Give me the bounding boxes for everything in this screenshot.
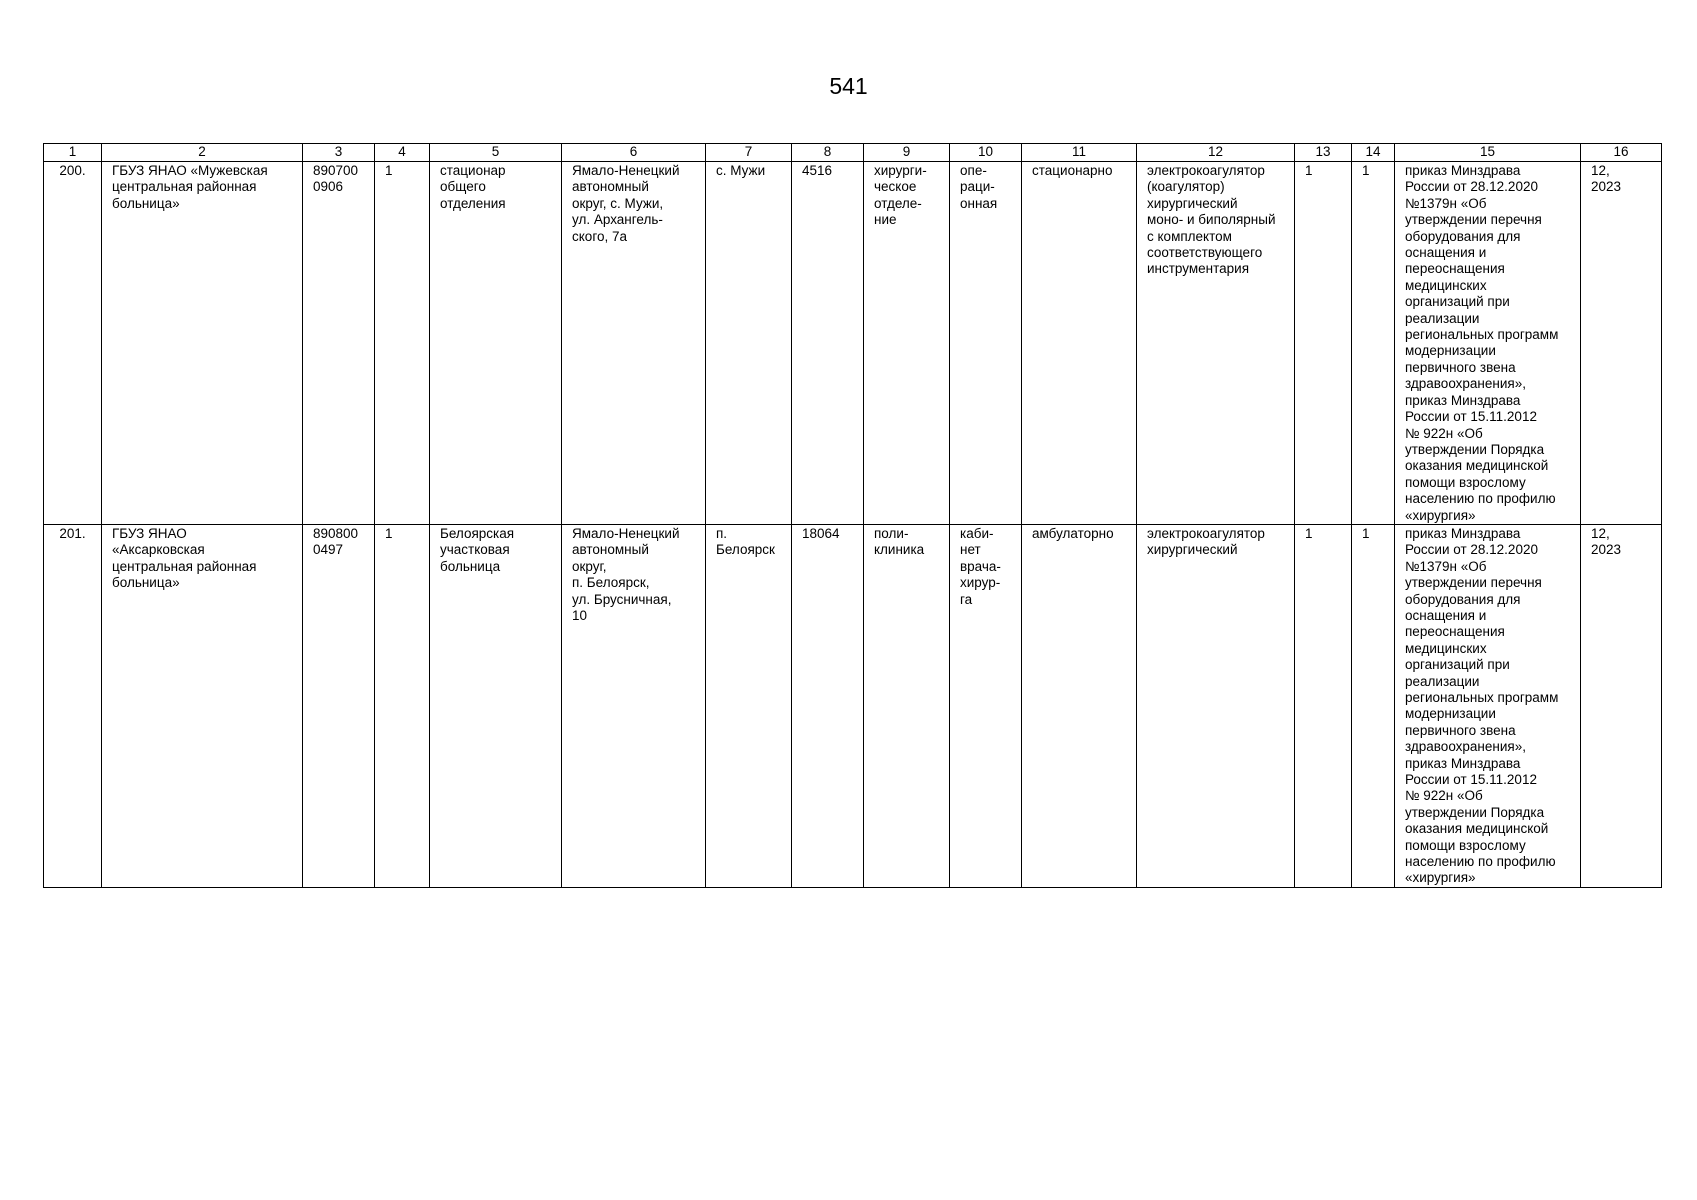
column-header: 5 — [430, 144, 562, 162]
table-row — [44, 162, 1662, 525]
regulation: приказ Минздрава России от 28.12.2020 №1379н «Об утверждении перечня оборудования для оснащения и переоснащения медицинских организаций при реализации региональных программ модернизации первичного звена здравоохранения», приказ Минздрава России от 15.11.2012 № 922н «Об утверждении Порядка оказания медицинской помощи взрослому населению по профилю «хирургия» — [1395, 524, 1581, 887]
column-header: 2 — [102, 144, 303, 162]
care-conditions: стационарно — [1022, 162, 1137, 525]
row-number: 200. — [44, 162, 102, 525]
page-number: 541 — [829, 73, 868, 99]
column-header: 12 — [1137, 144, 1295, 162]
column-header: 13 — [1295, 144, 1352, 162]
equipment-table — [43, 143, 1662, 888]
subdivision: стационар общего отделения — [430, 162, 562, 525]
settlement: с. Мужи — [706, 162, 792, 525]
table-header — [44, 144, 1662, 162]
row-number: 201. — [44, 524, 102, 887]
regulation: приказ Минздрава России от 28.12.2020 №1379н «Об утверждении перечня оборудования для оснащения и переоснащения медицинских организаций при реализации региональных программ модернизации первичного звена здравоохранения», приказ Минздрава России от 15.11.2012 № 922н «Об утверждении Порядка оказания медицинской помощи взрослому населению по профилю «хирургия» — [1395, 162, 1581, 525]
cell-col-8: 18064 — [792, 524, 864, 887]
equipment-name: электрокоагулятор (коагулятор) хирургический моно- и биполярный с комплектом соответствующего инструментария — [1137, 162, 1295, 525]
organization-code: 890700 0906 — [303, 162, 375, 525]
table-row — [44, 524, 1662, 887]
care-conditions: амбулаторно — [1022, 524, 1137, 887]
header-row — [44, 144, 1662, 162]
room: опе- раци- онная — [950, 162, 1022, 525]
cell-col-4: 1 — [375, 524, 430, 887]
cell-col-4: 1 — [375, 162, 430, 525]
column-header: 3 — [303, 144, 375, 162]
period: 12, 2023 — [1581, 162, 1662, 525]
address: Ямало-Ненецкий автономный округ, с. Мужи, ул. Архангель- ского, 7а — [562, 162, 706, 525]
column-header: 10 — [950, 144, 1022, 162]
cell-col-13: 1 — [1295, 162, 1352, 525]
cell-col-13: 1 — [1295, 524, 1352, 887]
subdivision: Белоярская участковая больница — [430, 524, 562, 887]
column-header: 7 — [706, 144, 792, 162]
address: Ямало-Ненецкий автономный округ, п. Белоярск, ул. Брусничная, 10 — [562, 524, 706, 887]
period: 12, 2023 — [1581, 524, 1662, 887]
cell-col-14: 1 — [1352, 524, 1395, 887]
column-header: 1 — [44, 144, 102, 162]
equipment-name: электрокоагулятор хирургический — [1137, 524, 1295, 887]
organization-code: 890800 0497 — [303, 524, 375, 887]
column-header: 8 — [792, 144, 864, 162]
column-header: 14 — [1352, 144, 1395, 162]
column-header: 9 — [864, 144, 950, 162]
cell-col-14: 1 — [1352, 162, 1395, 525]
room: каби- нет врача- хирур- га — [950, 524, 1022, 887]
department: хирурги- ческое отделе- ние — [864, 162, 950, 525]
settlement: п. Белоярск — [706, 524, 792, 887]
organization-name: ГБУЗ ЯНАО «Мужевская центральная районная больница» — [102, 162, 303, 525]
cell-col-8: 4516 — [792, 162, 864, 525]
column-header: 16 — [1581, 144, 1662, 162]
department: поли- клиника — [864, 524, 950, 887]
column-header: 11 — [1022, 144, 1137, 162]
column-header: 6 — [562, 144, 706, 162]
organization-name: ГБУЗ ЯНАО «Аксарковская центральная районная больница» — [102, 524, 303, 887]
column-header: 4 — [375, 144, 430, 162]
column-header: 15 — [1395, 144, 1581, 162]
table-body — [44, 162, 1662, 888]
